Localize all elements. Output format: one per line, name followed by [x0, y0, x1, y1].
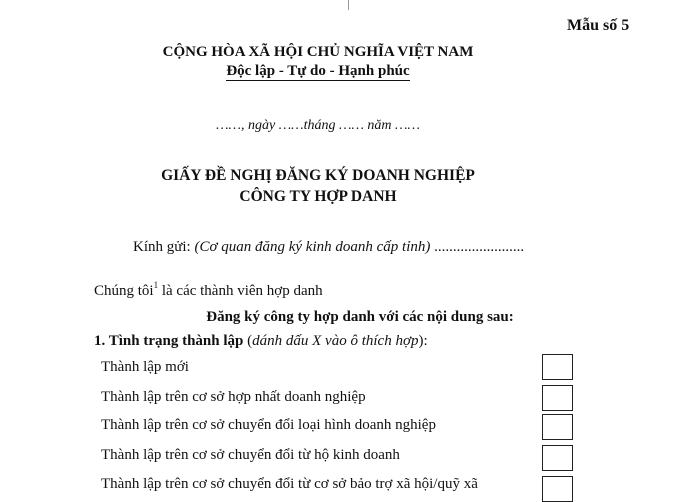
intro-line: [94, 281, 323, 300]
motto-text: Độc lập - Tự do - Hạnh phúc: [226, 63, 410, 79]
motto: [0, 63, 636, 80]
option-social-fund-conversion: Thành lập trên cơ sở chuyển đổi từ cơ sở bảo trợ xã hội/quỹ xã: [101, 476, 478, 492]
nation-header: CỘNG HÒA XÃ HỘI CHỦ NGHĨA VIỆT NAM: [162, 44, 474, 60]
recipient-value: (Cơ quan đăng ký kinh doanh cấp tỉnh): [194, 239, 431, 255]
form-number: Mẫu số 5: [567, 17, 630, 34]
option-type-conversion: Thành lập trên cơ sở chuyển đổi loại hình doanh nghiệp: [101, 417, 436, 433]
recipient-dots: ........................: [430, 239, 525, 255]
section-1-open-paren: (: [243, 333, 253, 349]
option-new: Thành lập mới: [101, 359, 189, 375]
document-subtitle: CÔNG TY HỢP DANH: [239, 188, 397, 205]
footnote-marker: 1: [153, 280, 159, 290]
section-1-hint: dánh dấu X vào ô thích hợp: [252, 333, 419, 349]
recipient-label: Kính gửi:: [133, 239, 195, 255]
section-1-close-paren: ):: [418, 333, 428, 349]
checkbox-social-fund-conversion[interactable]: [542, 476, 573, 502]
option-household-conversion: Thành lập trên cơ sở chuyển đổi từ hộ kinh doanh: [101, 447, 400, 463]
document-title: GIẤY ĐỀ NGHỊ ĐĂNG KÝ DOANH NGHIỆP: [161, 167, 475, 184]
dateline: ……, ngày ……tháng …… năm ……: [216, 118, 420, 133]
section-1-title: 1. Tình trạng thành lập: [94, 333, 244, 349]
recipient-line: [133, 239, 524, 256]
checkbox-new[interactable]: [542, 354, 573, 380]
checkbox-merger[interactable]: [542, 385, 573, 411]
checkbox-type-conversion[interactable]: [542, 414, 573, 440]
scan-mark: [348, 0, 349, 10]
subheading: Đăng ký công ty hợp danh với các nội dung sau:: [206, 309, 514, 325]
intro-text-before: Chúng tôi: [94, 283, 154, 299]
checkbox-household-conversion[interactable]: [542, 445, 573, 471]
section-1-heading: [94, 333, 428, 350]
option-merger: Thành lập trên cơ sở hợp nhất doanh nghiệp: [101, 389, 366, 405]
intro-text-after: là các thành viên hợp danh: [158, 283, 323, 299]
